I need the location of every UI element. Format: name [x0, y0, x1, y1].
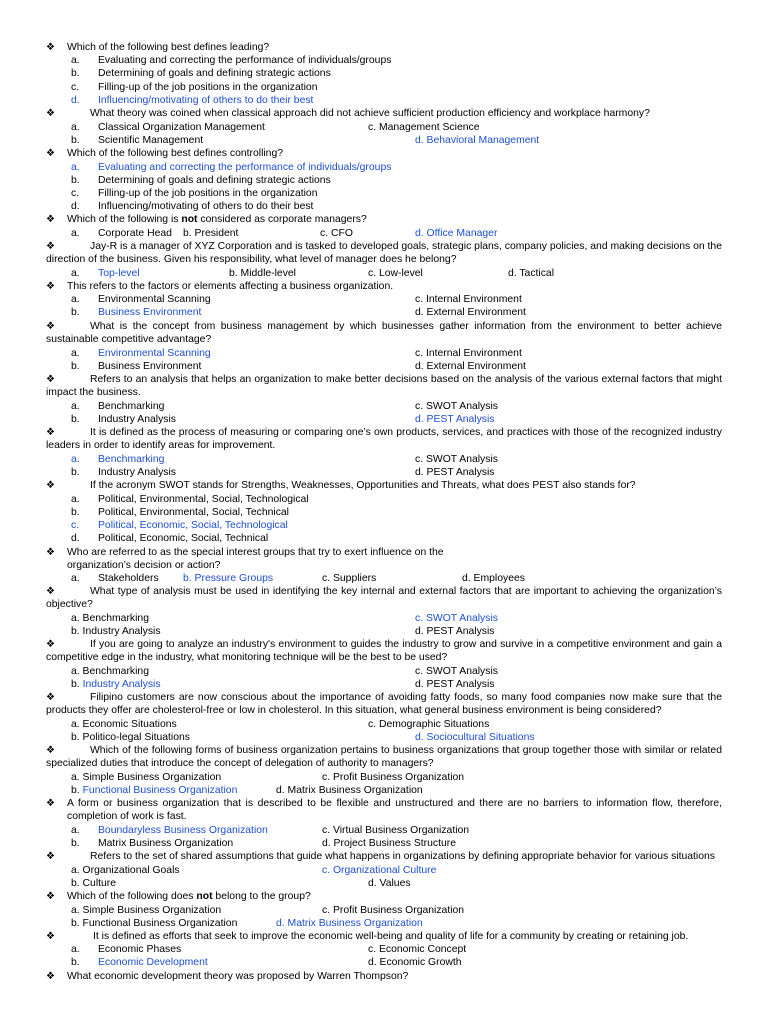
text-line: a.	[71, 348, 80, 359]
bullet-icon: ❖	[46, 547, 55, 558]
text-line: b.	[71, 507, 80, 518]
text-line: b. President	[183, 228, 239, 239]
text-run: b.	[71, 785, 83, 796]
text-line-mixed	[67, 213, 367, 226]
question-paragraph: A form or business organization that is described to be flexible and unstructured and there are no barriers to information flow, therefore, completion of work is fast.	[67, 798, 722, 823]
text-line: Which of the following best defines controlling?	[67, 148, 284, 159]
text-line: Determining of goals and defining strategic actions	[98, 68, 331, 79]
text-run: b.	[71, 679, 83, 690]
question-paragraph: If you are going to analyze an industry's environment to guides the industry to grow and survive in a competitive environment and gain a competitive edge in the industry, what monitoring technique will be the best to be used?	[46, 639, 722, 664]
answer-text: Boundaryless Business Organization	[98, 825, 268, 836]
text-line: a.	[71, 401, 80, 412]
answer-text: d. Matrix Business Organization	[276, 918, 423, 929]
question-paragraph: Which of the following forms of business organization pertains to business organizations that group together those with similar or related specialized duties that introduce the concept of delegation of authority to managers?	[46, 745, 722, 770]
text-line: d. Project Business Structure	[322, 838, 456, 849]
text-line: a. Simple Business Organization	[71, 772, 222, 783]
text-line: c. Suppliers	[322, 573, 377, 584]
bullet-icon: ❖	[46, 374, 55, 385]
text-line: c. Internal Environment	[415, 294, 522, 305]
text-line: This refers to the factors or elements affecting a business organization.	[67, 281, 394, 292]
text-line: Which of the following best defines leading?	[67, 42, 270, 53]
text-line: a. Economic Situations	[71, 719, 177, 730]
text-run: belong to the group?	[212, 891, 311, 902]
text-line: d. Matrix Business Organization	[276, 785, 423, 796]
text-line: b.	[71, 838, 80, 849]
text-line: a.	[71, 573, 80, 584]
text-line: b. Middle-level	[229, 268, 296, 279]
text-line: If the acronym SWOT stands for Strengths, Weaknesses, Opportunities and Threats, what does PEST also stands for?	[90, 480, 636, 491]
bullet-icon: ❖	[46, 321, 55, 332]
answer-text: Economic Development	[98, 957, 208, 968]
text-line: a.	[71, 294, 80, 305]
text-line: organization’s decision or action?	[67, 560, 221, 571]
text-line: Evaluating and correcting the performance of individuals/groups	[98, 55, 392, 66]
text-line: b.	[71, 135, 80, 146]
text-line: Business Environment	[98, 361, 202, 372]
answer-text: c.	[71, 520, 80, 531]
text-line: Economic Phases	[98, 944, 182, 955]
text-line: d. Employees	[462, 573, 525, 584]
answer-text: d.	[71, 95, 80, 106]
text-line: Environmental Scanning	[98, 294, 211, 305]
text-line: b. Culture	[71, 878, 117, 889]
answer-text: d. Sociocultural Situations	[415, 732, 535, 743]
text-line: d.	[71, 533, 80, 544]
text-line: b.	[71, 414, 80, 425]
answer-text: c. Organizational Culture	[322, 865, 437, 876]
text-line: b.	[71, 175, 80, 186]
text-line: d. Values	[368, 878, 411, 889]
text-line: Who are referred to as the special interest groups that try to exert influence on the	[67, 547, 444, 558]
answer-text: d. Behavioral Management	[415, 135, 540, 146]
text-run: considered as corporate managers?	[197, 214, 367, 225]
bullet-icon: ❖	[46, 692, 55, 703]
text-line-mixed	[71, 784, 237, 797]
text-line: a.	[71, 268, 80, 279]
text-line: d. Tactical	[508, 268, 555, 279]
text-line: Industry Analysis	[98, 467, 176, 478]
text-line: d. Economic Growth	[368, 957, 462, 968]
answer-run: Functional Business Organization	[82, 785, 238, 796]
answer-run: Industry Analysis	[82, 679, 161, 690]
text-line: c. CFO	[320, 228, 353, 239]
text-line: c. Low-level	[368, 268, 423, 279]
text-line: Refers to the set of shared assumptions that guide what happens in organizations by defining appropriate behavior for various situations	[90, 851, 715, 862]
bullet-icon: ❖	[46, 971, 55, 982]
text-line: a.	[71, 825, 80, 836]
bullet-icon: ❖	[46, 586, 55, 597]
text-line: c. Economic Concept	[368, 944, 467, 955]
text-line: Filling-up of the job positions in the organization	[98, 82, 318, 93]
text-line: c. Profit Business Organization	[322, 905, 465, 916]
text-line: d. PEST Analysis	[415, 679, 495, 690]
text-line-mixed	[67, 890, 311, 903]
text-line: c. Profit Business Organization	[322, 772, 465, 783]
text-line: Political, Environmental, Social, Technical	[98, 507, 289, 518]
text-line: a.	[71, 228, 80, 239]
text-line: c. SWOT Analysis	[415, 666, 498, 677]
text-line: Influencing/motivating of others to do their best	[98, 201, 314, 212]
text-line: b. Politico-legal Situations	[71, 732, 190, 743]
text-line: What theory was coined when classical approach did not achieve sufficient production efficiency and workplace harmony?	[90, 108, 650, 119]
question-paragraph: Refers to an analysis that helps an organization to make better decisions based on the analysis of the various external factors that might impact the business.	[46, 374, 722, 399]
text-line: Scientific Management	[98, 135, 204, 146]
text-line: Political, Economic, Social, Technical	[98, 533, 269, 544]
text-line: c. SWOT Analysis	[415, 454, 498, 465]
text-line: b.	[71, 957, 80, 968]
text-line: a. Benchmarking	[71, 666, 149, 677]
text-line: a.	[71, 494, 80, 505]
text-line: Determining of goals and defining strategic actions	[98, 175, 331, 186]
text-line: d. External Environment	[415, 361, 526, 372]
text-line: d. PEST Analysis	[415, 467, 495, 478]
answer-text: a.	[71, 454, 80, 465]
question-paragraph: Jay-R is a manager of XYZ Corporation and is tasked to developed goals, strategic plans, company policies, and making decisions on the direction of the business. Given his responsibility, what level of manager does he belong?	[46, 241, 722, 266]
text-line: c. SWOT Analysis	[415, 401, 498, 412]
text-line: b.	[71, 68, 80, 79]
answer-text: Benchmarking	[98, 454, 165, 465]
text-line: c. Management Science	[368, 122, 480, 133]
bullet-icon: ❖	[46, 745, 55, 756]
text-line-mixed	[71, 678, 161, 691]
bullet-icon: ❖	[46, 798, 55, 809]
text-line: d. PEST Analysis	[415, 626, 495, 637]
question-paragraph: What type of analysis must be used in identifying the key internal and external factors that are important to achieving the organization’s objective?	[46, 586, 722, 611]
text-line: b. Industry Analysis	[71, 626, 161, 637]
bold-run: not	[181, 214, 198, 225]
bullet-icon: ❖	[46, 42, 55, 53]
text-line: b.	[71, 307, 80, 318]
answer-text: b. Pressure Groups	[183, 573, 274, 584]
text-line: Benchmarking	[98, 401, 165, 412]
text-line: b.	[71, 361, 80, 372]
bullet-icon: ❖	[46, 480, 55, 491]
question-paragraph: Filipino customers are now conscious about the importance of avoiding fatty foods, so many food companies now make sure that the products they offer are cholesterol-free or low in cholesterol. In this situation, what general business environment is being considered?	[46, 692, 722, 717]
bullet-icon: ❖	[46, 931, 55, 942]
text-line: Classical Organization Management	[98, 122, 265, 133]
bullet-icon: ❖	[46, 851, 55, 862]
answer-text: Influencing/motivating of others to do their best	[98, 95, 314, 106]
text-line: c. Demographic Situations	[368, 719, 490, 730]
text-line: It is defined as efforts that seek to improve the economic well-being and quality of life for a community by creating or retaining job.	[93, 931, 689, 942]
answer-text: Environmental Scanning	[98, 348, 211, 359]
text-line: a. Organizational Goals	[71, 865, 180, 876]
text-line: a. Benchmarking	[71, 613, 149, 624]
text-line: Stakeholders	[98, 573, 159, 584]
text-line: a.	[71, 122, 80, 133]
bullet-icon: ❖	[46, 108, 55, 119]
question-paragraph: It is defined as the process of measuring or comparing one’s own products, services, and practices with those of the recognized industry leaders in order to identify areas for improvement.	[46, 427, 722, 452]
bullet-icon: ❖	[46, 281, 55, 292]
answer-text: Top-level	[98, 268, 140, 279]
bullet-icon: ❖	[46, 427, 55, 438]
text-line: b.	[71, 467, 80, 478]
answer-text: a.	[71, 162, 80, 173]
answer-text: Business Environment	[98, 307, 202, 318]
text-line: a.	[71, 944, 80, 955]
answer-text: Political, Economic, Social, Technological	[98, 520, 288, 531]
text-line: Matrix Business Organization	[98, 838, 234, 849]
answer-text: Evaluating and correcting the performance of individuals/groups	[98, 162, 392, 173]
bullet-icon: ❖	[46, 241, 55, 252]
text-line: Political, Environmental, Social, Technological	[98, 494, 309, 505]
text-line: c.	[71, 188, 80, 199]
bold-run: not	[196, 891, 213, 902]
text-line: c. Virtual Business Organization	[322, 825, 470, 836]
bullet-icon: ❖	[46, 639, 55, 650]
bullet-icon: ❖	[46, 214, 55, 225]
text-line: b. Functional Business Organization	[71, 918, 238, 929]
text-line: Filling-up of the job positions in the organization	[98, 188, 318, 199]
bullet-icon: ❖	[46, 148, 55, 159]
text-line: a.	[71, 55, 80, 66]
text-line: c. Internal Environment	[415, 348, 522, 359]
question-paragraph: What is the concept from business management by which businesses gather information from the environment to better achieve sustainable competitive advantage?	[46, 321, 722, 346]
text-line: Industry Analysis	[98, 414, 176, 425]
text-line: c.	[71, 82, 80, 93]
text-line: d.	[71, 201, 80, 212]
answer-text: d. Office Manager	[415, 228, 498, 239]
text-line: Corporate Head	[98, 228, 172, 239]
answer-text: d. PEST Analysis	[415, 414, 495, 425]
text-line: What economic development theory was proposed by Warren Thompson?	[67, 971, 409, 982]
answer-text: c. SWOT Analysis	[415, 613, 498, 624]
bullet-icon: ❖	[46, 891, 55, 902]
text-run: Which of the following is	[67, 214, 182, 225]
text-line: d. External Environment	[415, 307, 526, 318]
text-line: a. Simple Business Organization	[71, 905, 222, 916]
text-run: Which of the following does	[67, 891, 197, 902]
